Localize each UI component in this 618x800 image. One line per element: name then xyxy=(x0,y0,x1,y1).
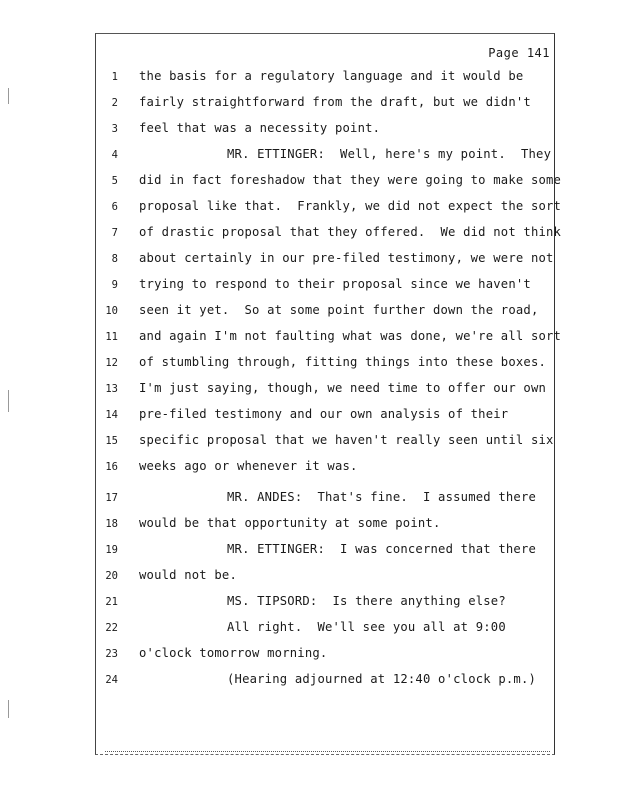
scan-artifact-line xyxy=(105,751,550,755)
transcript-line: of stumbling through, fitting things into these boxes. xyxy=(139,355,547,369)
transcript-line: All right. We'll see you all at 9:00 xyxy=(227,620,506,634)
transcript-line: trying to respond to their proposal since we haven't xyxy=(139,277,531,291)
transcript-line: and again I'm not faulting what was done, we're all sort xyxy=(139,329,562,343)
transcript-line: would be that opportunity at some point. xyxy=(139,516,441,530)
transcript-line: proposal like that. Frankly, we did not expect the sort xyxy=(139,199,562,213)
line-number: 2 xyxy=(111,97,118,109)
line-number: 5 xyxy=(111,175,118,187)
transcript-line: about certainly in our pre-filed testimony, we were not xyxy=(139,251,554,265)
transcript-line: o'clock tomorrow morning. xyxy=(139,646,328,660)
line-number: 4 xyxy=(111,149,118,161)
line-number: 3 xyxy=(111,123,118,135)
line-number: 17 xyxy=(105,492,118,504)
transcript-line: MS. TIPSORD: Is there anything else? xyxy=(227,594,506,608)
line-number: 22 xyxy=(105,622,118,634)
line-number: 24 xyxy=(105,674,118,686)
binder-hole-mark xyxy=(8,390,15,412)
line-number: 1 xyxy=(111,71,118,83)
transcript-line: the basis for a regulatory language and it would be xyxy=(139,69,524,83)
line-number: 12 xyxy=(105,357,118,369)
page-number: Page 141 xyxy=(488,46,550,60)
transcript-line: (Hearing adjourned at 12:40 o'clock p.m.) xyxy=(227,672,537,686)
line-number: 16 xyxy=(105,461,118,473)
line-number: 21 xyxy=(105,596,118,608)
transcript-line: would not be. xyxy=(139,568,237,582)
line-number: 20 xyxy=(105,570,118,582)
line-number: 11 xyxy=(105,331,118,343)
line-number: 6 xyxy=(111,201,118,213)
transcript-line: specific proposal that we haven't really seen until six xyxy=(139,433,554,447)
transcript-line: MR. ETTINGER: Well, here's my point. They xyxy=(227,147,552,161)
transcript-line: of drastic proposal that they offered. We did not think xyxy=(139,225,562,239)
transcript-line: MR. ETTINGER: I was concerned that there xyxy=(227,542,537,556)
line-number: 23 xyxy=(105,648,118,660)
transcript-line: MR. ANDES: That's fine. I assumed there xyxy=(227,490,537,504)
transcript-line: feel that was a necessity point. xyxy=(139,121,381,135)
transcript-line: I'm just saying, though, we need time to offer our own xyxy=(139,381,547,395)
line-number: 10 xyxy=(105,305,118,317)
transcript-line: weeks ago or whenever it was. xyxy=(139,459,358,473)
line-number: 18 xyxy=(105,518,118,530)
binder-hole-mark xyxy=(8,700,15,718)
transcript-line: pre-filed testimony and our own analysis of their xyxy=(139,407,509,421)
line-number: 15 xyxy=(105,435,118,447)
line-number: 13 xyxy=(105,383,118,395)
line-number: 19 xyxy=(105,544,118,556)
line-number: 9 xyxy=(111,279,118,291)
transcript-line: seen it yet. So at some point further down the road, xyxy=(139,303,539,317)
binder-hole-mark xyxy=(8,88,15,104)
line-number: 8 xyxy=(111,253,118,265)
transcript-line: did in fact foreshadow that they were going to make some xyxy=(139,173,562,187)
line-number: 7 xyxy=(111,227,118,239)
transcript-line: fairly straightforward from the draft, but we didn't xyxy=(139,95,531,109)
line-number: 14 xyxy=(105,409,118,421)
